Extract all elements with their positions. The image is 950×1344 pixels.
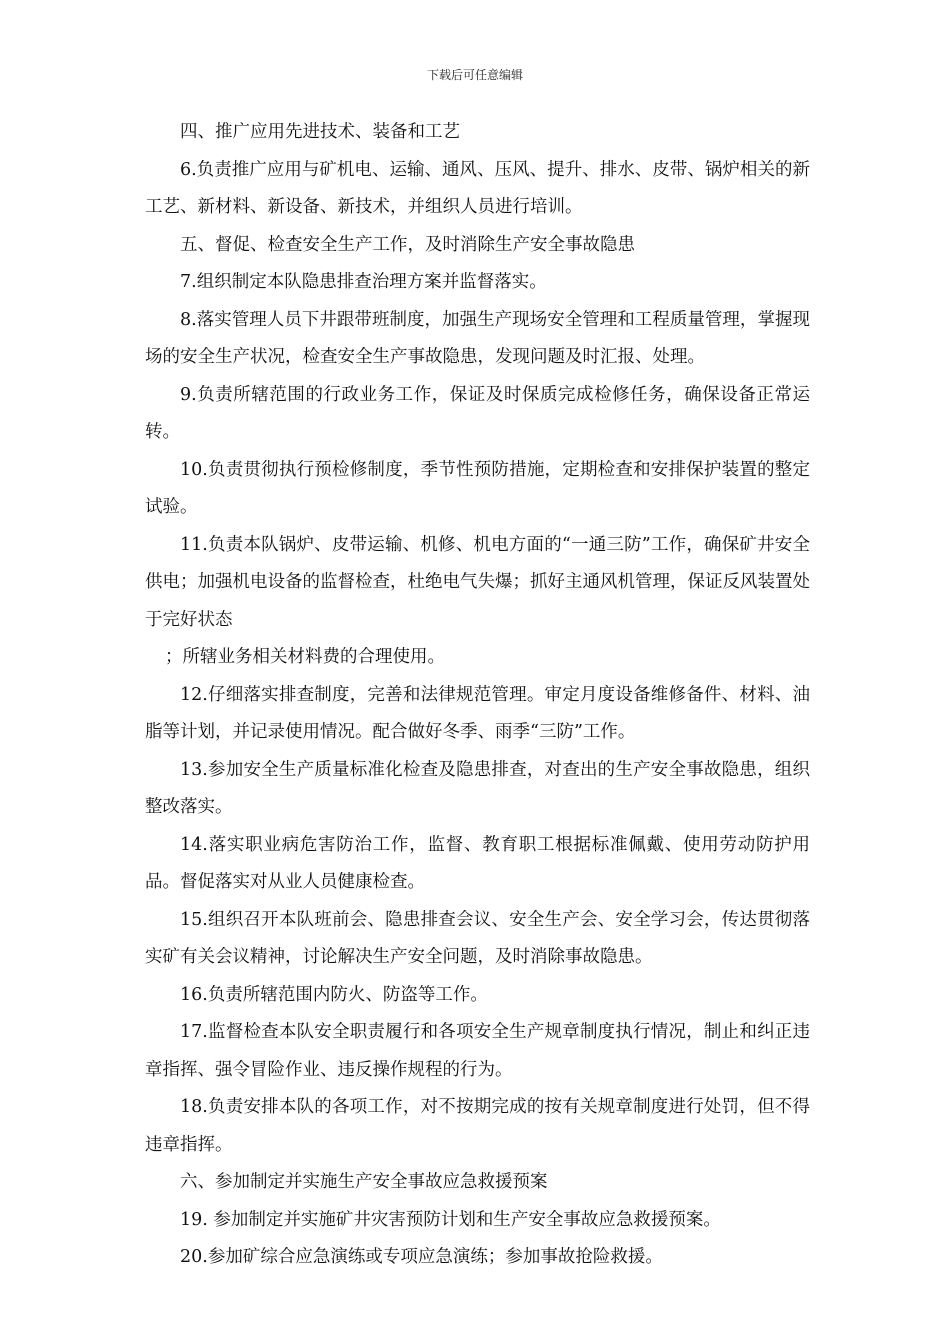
paragraph-item-13: 13.参加安全生产质量标准化检查及隐患排查，对查出的生产安全事故隐患，组织整改落实。: [145, 759, 810, 817]
paragraph-item-10: 10.负责贯彻执行预检修制度，季节性预防措施，定期检查和安排保护装置的整定试验。: [145, 459, 810, 517]
paragraph-item-12: 12.仔细落实排查制度，完善和法律规范管理。审定月度设备维修备件、材料、油脂等计划，并记录使用情况。配合做好冬季、雨季“三防”工作。: [145, 684, 810, 742]
section-heading-4: 四、推广应用先进技术、装备和工艺: [180, 122, 460, 142]
paragraph-item-11: 11.负责本队锅炉、皮带运输、机修、机电方面的“一通三防”工作，确保矿井安全供电；加强机电设备的监督检查，杜绝电气失爆；抓好主通风机管理，保证反风装置处于完好状态: [145, 534, 810, 630]
section-heading-6: 六、参加制定并实施生产安全事故应急救援预案: [180, 1172, 548, 1192]
page-header-note: 下载后可任意编辑: [426, 68, 523, 82]
paragraph-item-9: 9.负责所辖范围的行政业务工作，保证及时保质完成检修任务，确保设备正常运转。: [145, 384, 810, 442]
paragraph-item-19: 19. 参加制定并实施矿井灾害预防计划和生产安全事故应急救援预案。: [180, 1209, 721, 1230]
section-heading-5: 五、督促、检查安全生产工作，及时消除生产安全事故隐患: [180, 234, 635, 255]
paragraph-item-7: 7.组织制定本队隐患排查治理方案并监督落实。: [180, 272, 547, 292]
paragraph-item-16: 16.负责所辖范围内防火、防盗等工作。: [180, 984, 488, 1005]
paragraph-item-15: 15.组织召开本队班前会、隐患排查会议、安全生产会、安全学习会，传达贯彻落实矿有关会议精神，讨论解决生产安全问题，及时消除事故隐患。: [145, 909, 810, 967]
paragraph-item-14: 14.落实职业病危害防治工作，监督、教育职工根据标准佩戴、使用劳动防护用品。督促落实对从业人员健康检查。: [145, 834, 810, 892]
paragraph-item-17: 17.监督检查本队安全职责履行和各项安全生产规章制度执行情况，制止和纠正违章指挥、强令冒险作业、违反操作规程的行为。: [145, 1022, 810, 1080]
document-body: [145, 114, 810, 1277]
paragraph-item-20: 20.参加矿综合应急演练或专项应急演练；参加事故抢险救援。: [180, 1247, 663, 1267]
paragraph-item-6: 6.负责推广应用与矿机电、运输、通风、压风、提升、排水、皮带、锅炉相关的新工艺、新材料、新设备、新技术，并组织人员进行培训。: [145, 159, 810, 217]
paragraph-item-18: 18.负责安排本队的各项工作，对不按期完成的按有关规章制度进行处罚，但不得违章指挥。: [145, 1097, 810, 1155]
paragraph-item-11-continued: ；所辖业务相关材料费的合理使用。: [165, 647, 445, 667]
paragraph-item-8: 8.落实管理人员下井跟带班制度，加强生产现场安全管理和工程质量管理，掌握现场的安全生产状况，检查安全生产事故隐患，发现问题及时汇报、处理。: [145, 309, 810, 367]
